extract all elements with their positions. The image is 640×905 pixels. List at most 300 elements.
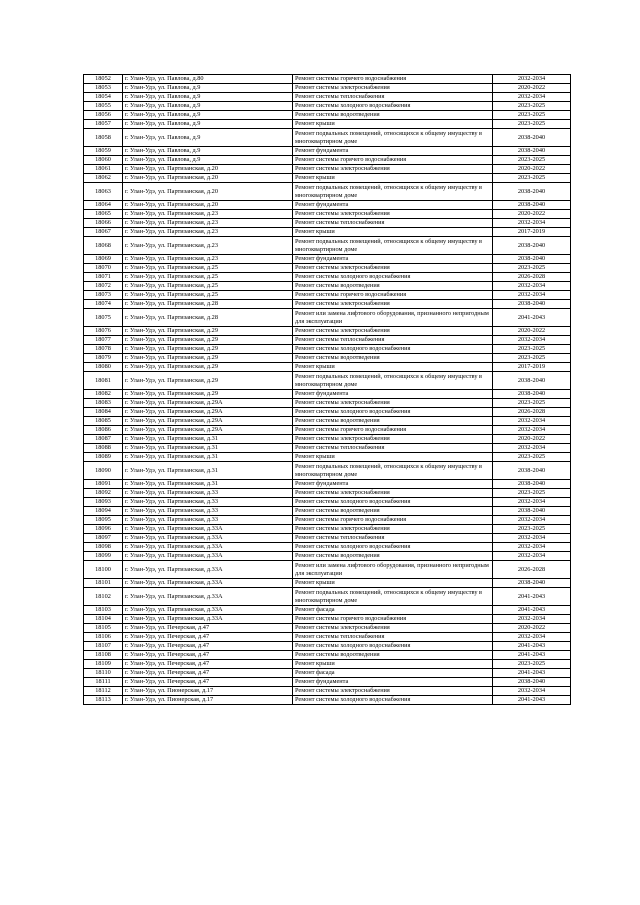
row-period: 2038-2040: [493, 147, 571, 156]
row-number: 18095: [84, 516, 123, 525]
row-address: г. Улан-Удэ, ул. Партизанская, д.25: [123, 282, 293, 291]
row-work-type: Ремонт системы электроснабжения: [293, 435, 493, 444]
row-work-type: Ремонт системы электроснабжения: [293, 687, 493, 696]
row-work-type: Ремонт системы водоотведения: [293, 282, 493, 291]
table-row: [84, 336, 571, 345]
row-number: 18105: [84, 624, 123, 633]
row-address: г. Улан-Удэ, ул. Партизанская, д.31: [123, 480, 293, 489]
row-address: г. Улан-Удэ, ул. Партизанская, д.28: [123, 300, 293, 309]
row-number: 18090: [84, 462, 123, 480]
row-number: 18062: [84, 174, 123, 183]
table-row: [84, 264, 571, 273]
row-period: 2038-2040: [493, 462, 571, 480]
row-address: г. Улан-Удэ, ул. Партизанская, д.33А: [123, 588, 293, 606]
row-number: 18100: [84, 561, 123, 579]
row-number: 18071: [84, 273, 123, 282]
row-number: 18113: [84, 696, 123, 705]
row-number: 18107: [84, 642, 123, 651]
row-period: 2032-2034: [493, 417, 571, 426]
table-row: [84, 543, 571, 552]
table-row: [84, 354, 571, 363]
row-number: 18102: [84, 588, 123, 606]
row-work-type: Ремонт крыши: [293, 174, 493, 183]
row-period: 2032-2034: [493, 498, 571, 507]
row-address: г. Улан-Удэ, ул. Печерская, д.47: [123, 624, 293, 633]
row-number: 18054: [84, 93, 123, 102]
table-row: [84, 453, 571, 462]
row-number: 18058: [84, 129, 123, 147]
row-work-type: Ремонт системы водоотведения: [293, 417, 493, 426]
row-period: 2032-2034: [493, 336, 571, 345]
row-number: 18086: [84, 426, 123, 435]
row-address: г. Улан-Удэ, ул. Партизанская, д.33А: [123, 561, 293, 579]
table-row: [84, 435, 571, 444]
row-work-type: Ремонт системы электроснабжения: [293, 300, 493, 309]
table-row: [84, 273, 571, 282]
row-address: г. Улан-Удэ, ул. Партизанская, д.25: [123, 291, 293, 300]
row-number: 18106: [84, 633, 123, 642]
row-period: 2038-2040: [493, 678, 571, 687]
row-work-type: Ремонт системы холодного водоснабжения: [293, 696, 493, 705]
table-row: [84, 210, 571, 219]
table-row: [84, 237, 571, 255]
row-work-type: Ремонт системы водоотведения: [293, 354, 493, 363]
row-work-type: Ремонт системы горячего водоснабжения: [293, 426, 493, 435]
row-number: 18099: [84, 552, 123, 561]
row-number: 18055: [84, 102, 123, 111]
row-work-type: Ремонт системы электроснабжения: [293, 327, 493, 336]
row-number: 18053: [84, 84, 123, 93]
row-address: г. Улан-Удэ, ул. Партизанская, д.33А: [123, 525, 293, 534]
row-number: 18104: [84, 615, 123, 624]
row-number: 18075: [84, 309, 123, 327]
row-period: 2041-2043: [493, 696, 571, 705]
row-address: г. Улан-Удэ, ул. Партизанская, д.33А: [123, 552, 293, 561]
row-number: 18108: [84, 651, 123, 660]
table-row: [84, 417, 571, 426]
row-period: 2032-2034: [493, 516, 571, 525]
row-address: г. Улан-Удэ, ул. Партизанская, д.28: [123, 309, 293, 327]
table-row: [84, 462, 571, 480]
table-row: [84, 489, 571, 498]
row-address: г. Улан-Удэ, ул. Партизанская, д.33: [123, 507, 293, 516]
row-period: 2023-2025: [493, 264, 571, 273]
row-period: 2038-2040: [493, 480, 571, 489]
row-address: г. Улан-Удэ, ул. Партизанская, д.31: [123, 453, 293, 462]
row-address: г. Улан-Удэ, ул. Партизанская, д.31: [123, 435, 293, 444]
row-number: 18064: [84, 201, 123, 210]
table-row: [84, 669, 571, 678]
row-number: 18052: [84, 75, 123, 84]
row-address: г. Улан-Удэ, ул. Партизанская, д.29А: [123, 399, 293, 408]
table-row: [84, 534, 571, 543]
row-work-type: Ремонт подвальных помещений, относящихся к общему имуществу в многоквартирном доме: [293, 237, 493, 255]
row-address: г. Улан-Удэ, ул. Партизанская, д.29А: [123, 417, 293, 426]
row-period: 2026-2028: [493, 561, 571, 579]
table-row: [84, 84, 571, 93]
row-number: 18101: [84, 579, 123, 588]
row-number: 18088: [84, 444, 123, 453]
row-address: г. Улан-Удэ, ул. Партизанская, д.29: [123, 327, 293, 336]
table-row: [84, 633, 571, 642]
table-row: [84, 426, 571, 435]
row-work-type: Ремонт системы теплоснабжения: [293, 219, 493, 228]
row-work-type: Ремонт системы электроснабжения: [293, 264, 493, 273]
row-work-type: Ремонт подвальных помещений, относящихся к общему имуществу в многоквартирном доме: [293, 183, 493, 201]
row-number: 18073: [84, 291, 123, 300]
row-work-type: Ремонт системы электроснабжения: [293, 525, 493, 534]
table-row: [84, 696, 571, 705]
row-period: 2020-2022: [493, 84, 571, 93]
row-number: 18094: [84, 507, 123, 516]
table-row: [84, 624, 571, 633]
row-work-type: Ремонт системы теплоснабжения: [293, 444, 493, 453]
row-address: г. Улан-Удэ, ул. Партизанская, д.23: [123, 210, 293, 219]
row-address: г. Улан-Удэ, ул. Павлова, д.9: [123, 111, 293, 120]
table-row: [84, 75, 571, 84]
row-number: 18072: [84, 282, 123, 291]
row-period: 2032-2034: [493, 282, 571, 291]
row-address: г. Улан-Удэ, ул. Партизанская, д.33А: [123, 615, 293, 624]
row-period: 2023-2025: [493, 399, 571, 408]
row-work-type: Ремонт или замена лифтового оборудования, признанного непригодным для эксплуатации: [293, 309, 493, 327]
row-period: 2041-2043: [493, 309, 571, 327]
row-work-type: Ремонт или замена лифтового оборудования, признанного непригодным для эксплуатации: [293, 561, 493, 579]
row-address: г. Улан-Удэ, ул. Печерская, д.47: [123, 678, 293, 687]
row-address: г. Улан-Удэ, ул. Павлова, д.9: [123, 102, 293, 111]
row-address: г. Улан-Удэ, ул. Павлова, д.9: [123, 129, 293, 147]
row-address: г. Улан-Удэ, ул. Партизанская, д.29: [123, 390, 293, 399]
row-number: 18082: [84, 390, 123, 399]
row-address: г. Улан-Удэ, ул. Партизанская, д.31: [123, 444, 293, 453]
row-work-type: Ремонт системы электроснабжения: [293, 165, 493, 174]
row-number: 18089: [84, 453, 123, 462]
row-number: 18081: [84, 372, 123, 390]
row-number: 18111: [84, 678, 123, 687]
row-number: 18068: [84, 237, 123, 255]
row-address: г. Улан-Удэ, ул. Павлова, д.9: [123, 84, 293, 93]
row-number: 18061: [84, 165, 123, 174]
row-period: 2038-2040: [493, 372, 571, 390]
row-address: г. Улан-Удэ, ул. Партизанская, д.33: [123, 498, 293, 507]
row-number: 18097: [84, 534, 123, 543]
row-address: г. Улан-Удэ, ул. Партизанская, д.33А: [123, 543, 293, 552]
table-row: [84, 228, 571, 237]
row-work-type: Ремонт фундамента: [293, 678, 493, 687]
row-address: г. Улан-Удэ, ул. Партизанская, д.20: [123, 174, 293, 183]
row-address: г. Улан-Удэ, ул. Партизанская, д.33А: [123, 606, 293, 615]
row-period: 2026-2028: [493, 273, 571, 282]
row-work-type: Ремонт подвальных помещений, относящихся к общему имуществу в многоквартирном доме: [293, 588, 493, 606]
table-row: [84, 408, 571, 417]
row-period: 2023-2025: [493, 120, 571, 129]
row-address: г. Улан-Удэ, ул. Партизанская, д.25: [123, 273, 293, 282]
row-work-type: Ремонт системы горячего водоснабжения: [293, 156, 493, 165]
table-row: [84, 291, 571, 300]
table-row: [84, 165, 571, 174]
row-number: 18077: [84, 336, 123, 345]
row-period: 2023-2025: [493, 111, 571, 120]
row-number: 18078: [84, 345, 123, 354]
table-row: [84, 480, 571, 489]
row-work-type: Ремонт крыши: [293, 363, 493, 372]
table-row: [84, 300, 571, 309]
table-row: [84, 309, 571, 327]
row-number: 18110: [84, 669, 123, 678]
row-number: 18109: [84, 660, 123, 669]
row-period: 2017-2019: [493, 363, 571, 372]
row-period: 2032-2034: [493, 426, 571, 435]
table-row: [84, 552, 571, 561]
table-row: [84, 615, 571, 624]
row-period: 2032-2034: [493, 687, 571, 696]
row-work-type: Ремонт фундамента: [293, 255, 493, 264]
row-number: 18098: [84, 543, 123, 552]
row-period: 2023-2025: [493, 174, 571, 183]
row-period: 2020-2022: [493, 435, 571, 444]
table-row: [84, 156, 571, 165]
row-work-type: Ремонт крыши: [293, 660, 493, 669]
row-number: 18083: [84, 399, 123, 408]
row-number: 18112: [84, 687, 123, 696]
row-work-type: Ремонт системы теплоснабжения: [293, 93, 493, 102]
row-period: 2032-2034: [493, 543, 571, 552]
table-row: [84, 642, 571, 651]
row-work-type: Ремонт системы горячего водоснабжения: [293, 615, 493, 624]
table-row: [84, 660, 571, 669]
row-work-type: Ремонт системы горячего водоснабжения: [293, 516, 493, 525]
row-work-type: Ремонт системы холодного водоснабжения: [293, 345, 493, 354]
row-work-type: Ремонт системы электроснабжения: [293, 84, 493, 93]
row-work-type: Ремонт системы электроснабжения: [293, 624, 493, 633]
row-number: 18069: [84, 255, 123, 264]
row-address: г. Улан-Удэ, ул. Печерская, д.47: [123, 633, 293, 642]
row-number: 18093: [84, 498, 123, 507]
row-work-type: Ремонт системы электроснабжения: [293, 489, 493, 498]
row-period: 2032-2034: [493, 534, 571, 543]
row-number: 18092: [84, 489, 123, 498]
row-work-type: Ремонт системы теплоснабжения: [293, 336, 493, 345]
table-row: [84, 678, 571, 687]
table-row: [84, 183, 571, 201]
row-number: 18096: [84, 525, 123, 534]
row-period: 2041-2043: [493, 606, 571, 615]
row-address: г. Улан-Удэ, ул. Партизанская, д.33А: [123, 579, 293, 588]
row-address: г. Улан-Удэ, ул. Партизанская, д.23: [123, 219, 293, 228]
row-number: 18076: [84, 327, 123, 336]
row-period: 2038-2040: [493, 237, 571, 255]
row-address: г. Улан-Удэ, ул. Партизанская, д.29: [123, 354, 293, 363]
row-number: 18085: [84, 417, 123, 426]
row-work-type: Ремонт фасада: [293, 606, 493, 615]
table-row: [84, 561, 571, 579]
table-row: [84, 525, 571, 534]
row-address: г. Улан-Удэ, ул. Партизанская, д.20: [123, 201, 293, 210]
row-period: 2023-2025: [493, 660, 571, 669]
row-address: г. Улан-Удэ, ул. Печерская, д.47: [123, 642, 293, 651]
row-period: 2032-2034: [493, 633, 571, 642]
row-number: 18091: [84, 480, 123, 489]
row-work-type: Ремонт системы холодного водоснабжения: [293, 498, 493, 507]
row-number: 18057: [84, 120, 123, 129]
row-number: 18087: [84, 435, 123, 444]
row-work-type: Ремонт системы водоотведения: [293, 552, 493, 561]
row-period: 2020-2022: [493, 165, 571, 174]
row-work-type: Ремонт крыши: [293, 579, 493, 588]
row-work-type: Ремонт системы горячего водоснабжения: [293, 291, 493, 300]
row-period: 2020-2022: [493, 210, 571, 219]
table-row: [84, 651, 571, 660]
table-row: [84, 174, 571, 183]
row-address: г. Улан-Удэ, ул. Павлова, д.80: [123, 75, 293, 84]
row-period: 2023-2025: [493, 453, 571, 462]
row-period: 2020-2022: [493, 624, 571, 633]
row-work-type: Ремонт подвальных помещений, относящихся к общему имуществу в многоквартирном доме: [293, 129, 493, 147]
row-period: 2038-2040: [493, 507, 571, 516]
row-period: 2032-2034: [493, 615, 571, 624]
row-work-type: Ремонт системы электроснабжения: [293, 210, 493, 219]
table-row: [84, 390, 571, 399]
table-row: [84, 327, 571, 336]
row-number: 18079: [84, 354, 123, 363]
row-number: 18084: [84, 408, 123, 417]
row-period: 2038-2040: [493, 129, 571, 147]
row-work-type: Ремонт системы теплоснабжения: [293, 534, 493, 543]
row-work-type: Ремонт фундамента: [293, 201, 493, 210]
table-row: [84, 102, 571, 111]
row-period: 2038-2040: [493, 390, 571, 399]
row-number: 18080: [84, 363, 123, 372]
row-period: 2038-2040: [493, 300, 571, 309]
table-row: [84, 372, 571, 390]
row-work-type: Ремонт системы водоотведения: [293, 111, 493, 120]
row-period: 2026-2028: [493, 408, 571, 417]
table-row: [84, 93, 571, 102]
row-address: г. Улан-Удэ, ул. Печерская, д.47: [123, 669, 293, 678]
row-address: г. Улан-Удэ, ул. Партизанская, д.29: [123, 336, 293, 345]
row-number: 18066: [84, 219, 123, 228]
row-address: г. Улан-Удэ, ул. Партизанская, д.29: [123, 345, 293, 354]
repair-schedule-table: [83, 74, 571, 705]
table-row: [84, 111, 571, 120]
table-row: [84, 516, 571, 525]
table-row: [84, 147, 571, 156]
row-number: 18103: [84, 606, 123, 615]
row-address: г. Улан-Удэ, ул. Пионерская, д.17: [123, 687, 293, 696]
row-number: 18070: [84, 264, 123, 273]
table-body: [84, 75, 571, 705]
table-row: [84, 282, 571, 291]
row-address: г. Улан-Удэ, ул. Партизанская, д.23: [123, 237, 293, 255]
row-period: 2032-2034: [493, 552, 571, 561]
row-period: 2032-2034: [493, 93, 571, 102]
row-address: г. Улан-Удэ, ул. Партизанская, д.23: [123, 228, 293, 237]
row-address: г. Улан-Удэ, ул. Пионерская, д.17: [123, 696, 293, 705]
row-address: г. Улан-Удэ, ул. Партизанская, д.33: [123, 516, 293, 525]
row-period: 2038-2040: [493, 183, 571, 201]
row-address: г. Улан-Удэ, ул. Печерская, д.47: [123, 651, 293, 660]
row-period: 2032-2034: [493, 75, 571, 84]
row-period: 2038-2040: [493, 579, 571, 588]
row-number: 18063: [84, 183, 123, 201]
row-period: 2041-2043: [493, 642, 571, 651]
table-row: [84, 444, 571, 453]
table-row: [84, 507, 571, 516]
row-period: 2032-2034: [493, 219, 571, 228]
row-period: 2023-2025: [493, 345, 571, 354]
row-period: 2023-2025: [493, 525, 571, 534]
row-number: 18059: [84, 147, 123, 156]
table-row: [84, 579, 571, 588]
row-address: г. Улан-Удэ, ул. Партизанская, д.25: [123, 264, 293, 273]
table-row: [84, 201, 571, 210]
row-address: г. Улан-Удэ, ул. Печерская, д.47: [123, 660, 293, 669]
row-period: 2041-2043: [493, 588, 571, 606]
row-number: 18074: [84, 300, 123, 309]
table-row: [84, 120, 571, 129]
row-work-type: Ремонт крыши: [293, 228, 493, 237]
row-address: г. Улан-Удэ, ул. Партизанская, д.33А: [123, 534, 293, 543]
row-address: г. Улан-Удэ, ул. Партизанская, д.29А: [123, 408, 293, 417]
row-period: 2041-2043: [493, 669, 571, 678]
row-address: г. Улан-Удэ, ул. Павлова, д.9: [123, 147, 293, 156]
table-row: [84, 606, 571, 615]
row-address: г. Улан-Удэ, ул. Партизанская, д.20: [123, 183, 293, 201]
row-period: 2032-2034: [493, 444, 571, 453]
row-address: г. Улан-Удэ, ул. Партизанская, д.31: [123, 462, 293, 480]
row-work-type: Ремонт фасада: [293, 669, 493, 678]
table-row: [84, 498, 571, 507]
row-work-type: Ремонт крыши: [293, 120, 493, 129]
row-work-type: Ремонт системы холодного водоснабжения: [293, 408, 493, 417]
row-work-type: Ремонт системы горячего водоснабжения: [293, 75, 493, 84]
row-work-type: Ремонт системы холодного водоснабжения: [293, 102, 493, 111]
row-address: г. Улан-Удэ, ул. Партизанская, д.33: [123, 489, 293, 498]
table-row: [84, 129, 571, 147]
row-address: г. Улан-Удэ, ул. Павлова, д.9: [123, 93, 293, 102]
table-row: [84, 345, 571, 354]
row-number: 18060: [84, 156, 123, 165]
row-number: 18067: [84, 228, 123, 237]
row-work-type: Ремонт подвальных помещений, относящихся к общему имуществу в многоквартирном доме: [293, 462, 493, 480]
row-period: 2038-2040: [493, 201, 571, 210]
row-address: г. Улан-Удэ, ул. Партизанская, д.29А: [123, 426, 293, 435]
row-work-type: Ремонт системы холодного водоснабжения: [293, 273, 493, 282]
table-row: [84, 687, 571, 696]
row-work-type: Ремонт крыши: [293, 453, 493, 462]
row-number: 18056: [84, 111, 123, 120]
row-period: 2038-2040: [493, 255, 571, 264]
row-address: г. Улан-Удэ, ул. Партизанская, д.20: [123, 165, 293, 174]
row-period: 2023-2025: [493, 156, 571, 165]
row-address: г. Улан-Удэ, ул. Павлова, д.9: [123, 156, 293, 165]
row-work-type: Ремонт системы холодного водоснабжения: [293, 642, 493, 651]
table-row: [84, 255, 571, 264]
row-work-type: Ремонт подвальных помещений, относящихся к общему имуществу в многоквартирном доме: [293, 372, 493, 390]
row-period: 2023-2025: [493, 489, 571, 498]
table-row: [84, 363, 571, 372]
row-period: 2017-2019: [493, 228, 571, 237]
row-work-type: Ремонт фундамента: [293, 480, 493, 489]
row-period: 2020-2022: [493, 327, 571, 336]
row-work-type: Ремонт системы водоотведения: [293, 651, 493, 660]
table-row: [84, 219, 571, 228]
table-row: [84, 399, 571, 408]
row-number: 18065: [84, 210, 123, 219]
row-work-type: Ремонт фундамента: [293, 390, 493, 399]
row-period: 2023-2025: [493, 354, 571, 363]
row-work-type: Ремонт системы теплоснабжения: [293, 633, 493, 642]
